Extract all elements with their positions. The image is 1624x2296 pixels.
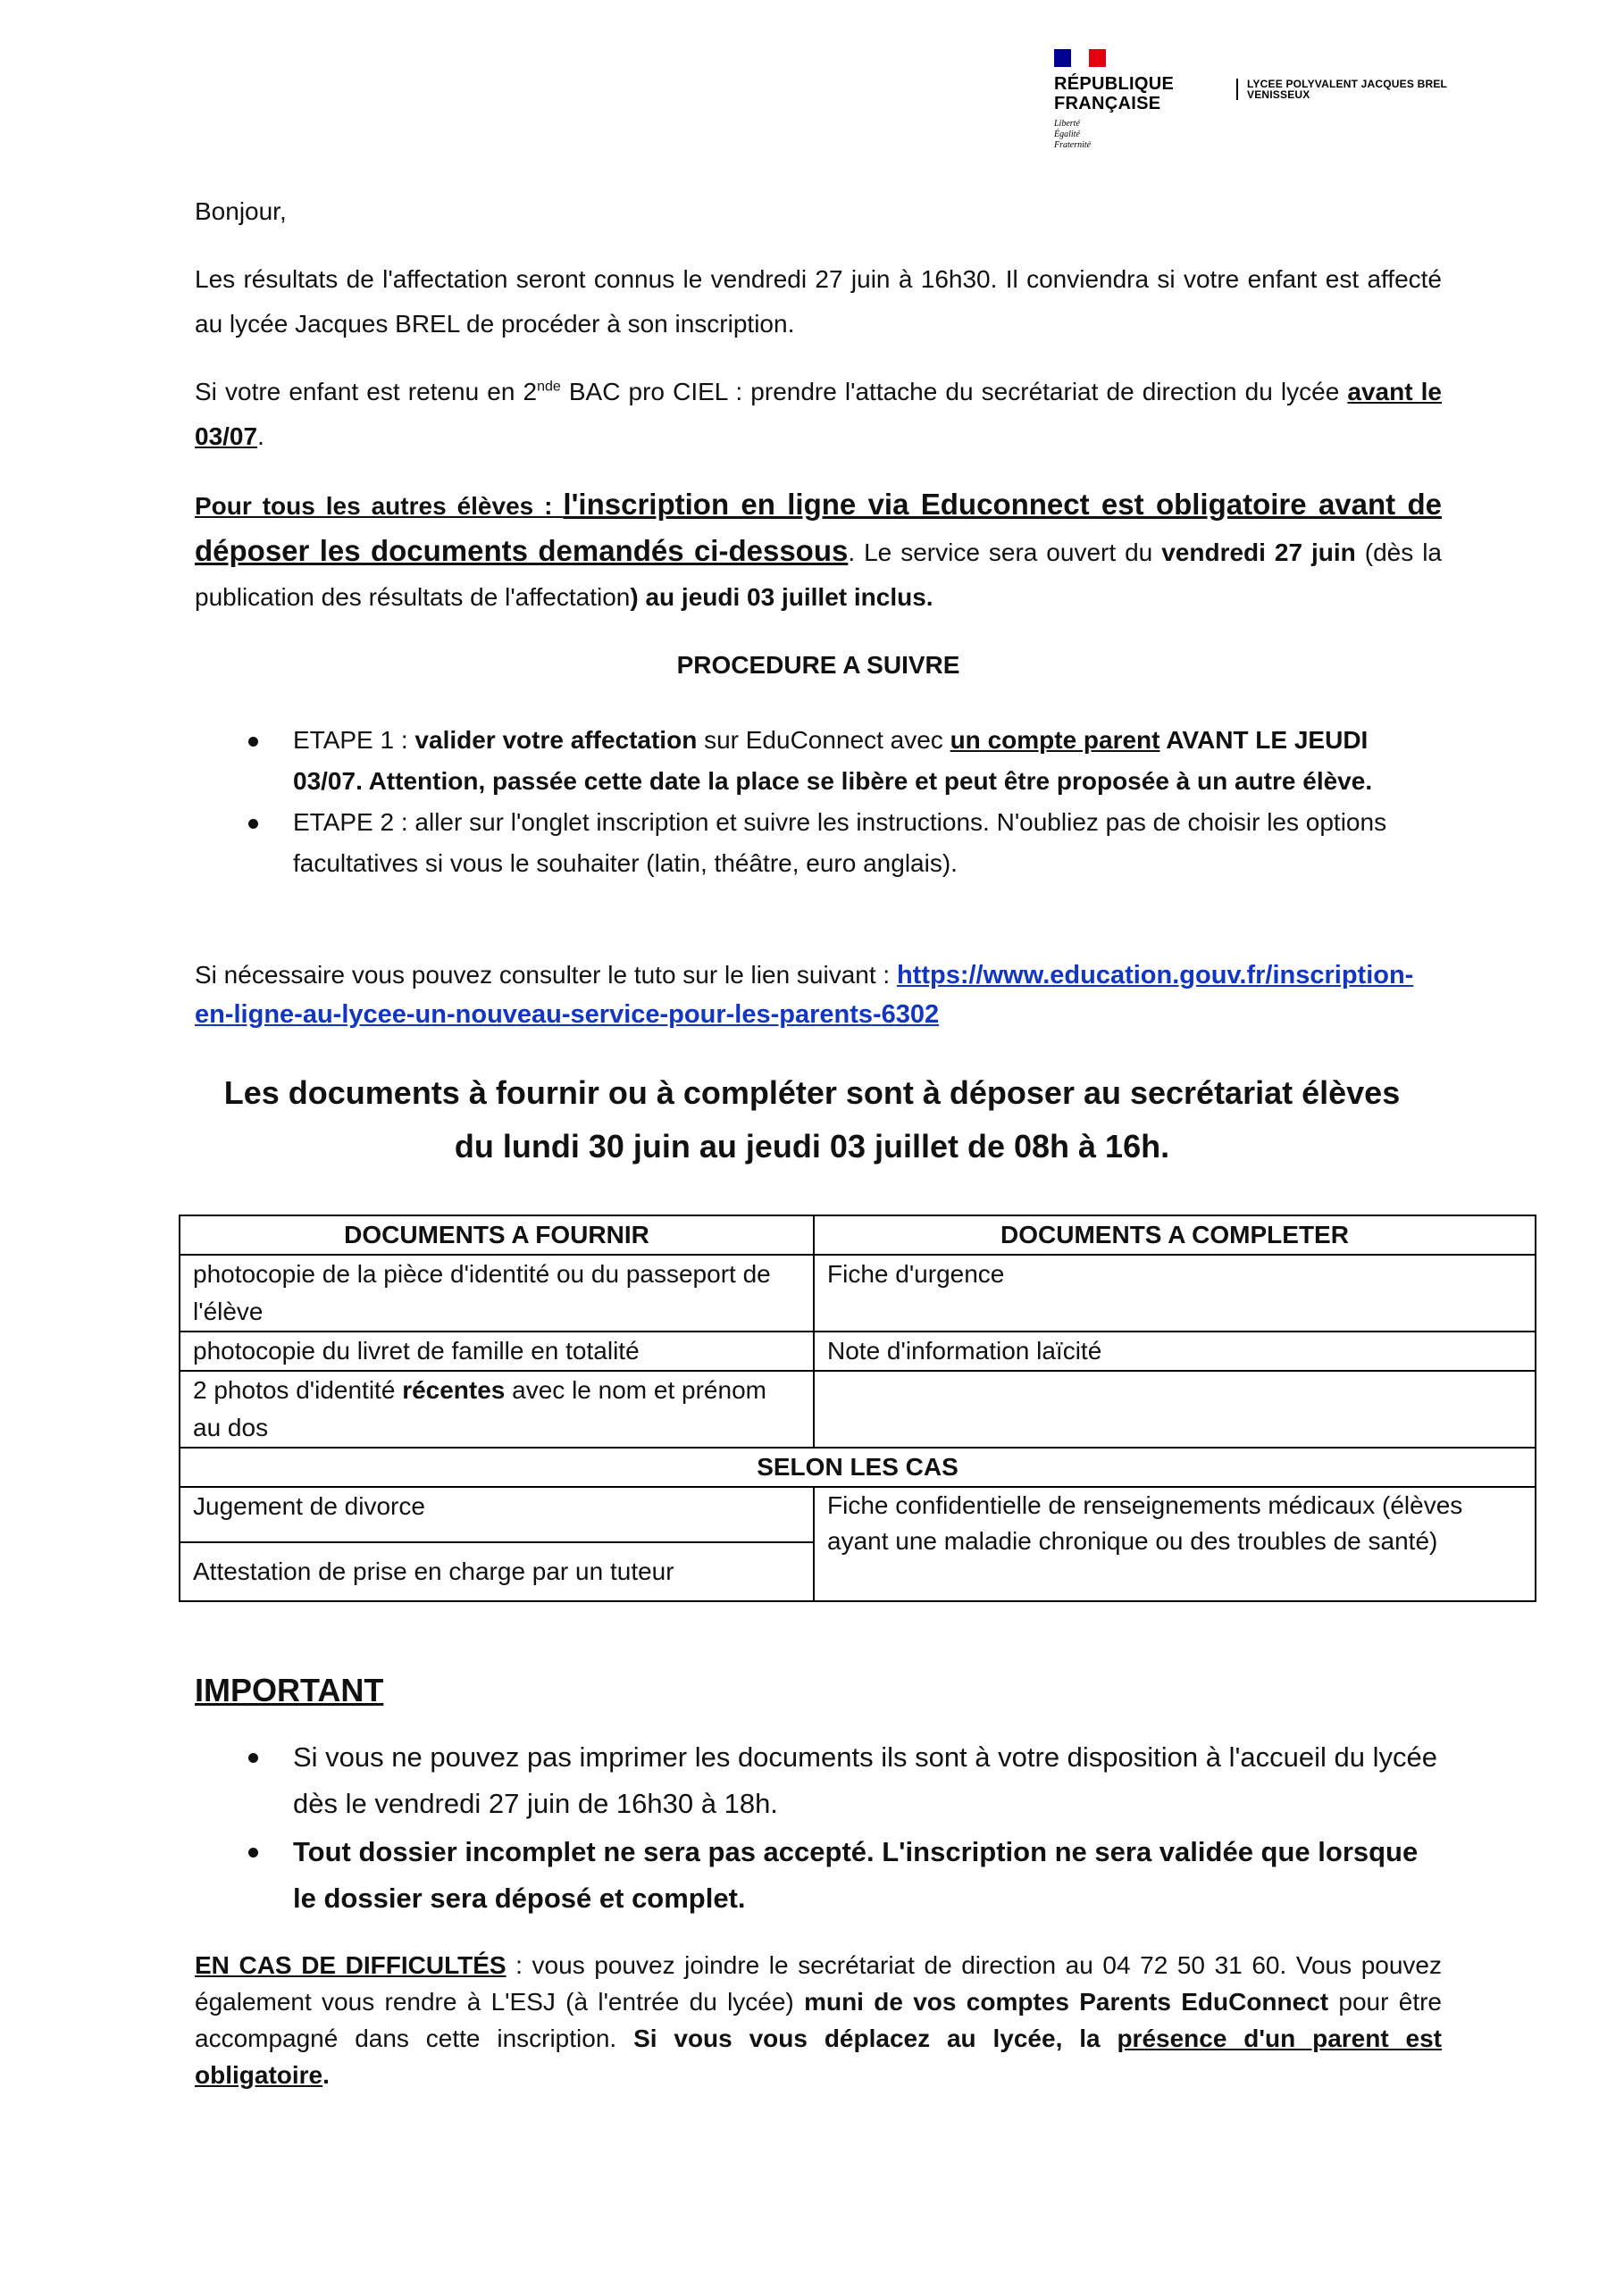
important-title: IMPORTANT bbox=[195, 1672, 384, 1708]
logo-motto bbox=[1054, 119, 1215, 151]
table-section-row bbox=[180, 1448, 1536, 1487]
deposit-title-line1: Les documents à fournir ou à compléter sont à déposer au secrétariat élèves bbox=[223, 1074, 1401, 1111]
paragraph-affectation: Les résultats de l'affectation seront connus le vendredi 27 juin à 16h30. Il conviendra si votre enfant est affecté au lycée Jacques BREL de procéder à son inscription. bbox=[195, 265, 1442, 338]
tuto-paragraph: Si nécessaire vous pouvez consulter le tuto sur le lien suivant : https://www.education.gouv.fr/inscription-en-ligne-au-lycee-un-nouveau-service-pour-les-parents-6302 bbox=[195, 961, 1414, 1029]
table-row bbox=[180, 1371, 1536, 1448]
table-cell: Note d'information laïcité bbox=[814, 1332, 1536, 1371]
deposit-title-line2: du lundi 30 juin au jeudi 03 juillet de 08h à 16h. bbox=[454, 1128, 1170, 1165]
documents-table bbox=[179, 1215, 1536, 1602]
important-list bbox=[195, 1734, 1442, 1922]
table-cell: photocopie de la pièce d'identité ou du passeport de l'élève bbox=[180, 1255, 814, 1332]
paragraph-inscription-en-ligne: Pour tous les autres élèves : l'inscription en ligne via Educonnect est obligatoire avant de déposer les documents demandés ci-dessous. Le service sera ouvert du vendredi 27 juin (dès la publication des résultats de l'affectation) au jeudi 03 juillet inclus. bbox=[195, 488, 1442, 611]
table-cell: Attestation de prise en charge par un tuteur bbox=[180, 1542, 814, 1601]
tuto-link[interactable]: https://www.education.gouv.fr/inscription-en-ligne-au-lycee-un-nouveau-service-pour-les-parents-6302 bbox=[195, 961, 1414, 1029]
lycee-line2: VENISSEUX bbox=[1247, 88, 1310, 101]
paragraph-bac-pro: Si votre enfant est retenu en 2nde BAC pro CIEL : prendre l'attache du secrétariat de direction du lycée avant le 03/07. bbox=[195, 378, 1442, 450]
lycee-name bbox=[1236, 79, 1447, 100]
difficulties-paragraph: EN CAS DE DIFFICULTÉS : vous pouvez joindre le secrétariat de direction au 04 72 50 31 60. Vous pouvez également vous rendre à L'ESJ (à l'entrée du lycée) muni de vos comptes Parents EduConnect pour être accompagné dans cette inscription. Si vous vous déplacez au lycée, la présence d'un parent est obligatoire. bbox=[195, 1951, 1443, 2089]
important-item-1: Si vous ne pouvez pas imprimer les documents ils sont à votre disposition à l'accueil du lycée dès le vendredi 27 juin de 16h30 à 18h. bbox=[195, 1734, 1442, 1827]
step-1: ETAPE 1 : valider votre affectation sur EduConnect avec un compte parent AVANT LE JEUDI 03/07. Attention, passée cette date la place se libère et peut être proposée à un autre élève. bbox=[195, 720, 1442, 802]
selon-les-cas-header: SELON LES CAS bbox=[180, 1448, 1536, 1487]
procedure-steps bbox=[195, 720, 1442, 884]
motto-egalite: Égalité bbox=[1054, 129, 1080, 139]
important-item-2: Tout dossier incomplet ne sera pas accepté. L'inscription ne sera validée que lorsque le dossier sera déposé et complet. bbox=[195, 1829, 1442, 1922]
table-cell: photocopie du livret de famille en totalité bbox=[180, 1332, 814, 1371]
french-flag-icon bbox=[1054, 49, 1106, 67]
motto-fraternite: Fraternité bbox=[1054, 140, 1092, 150]
lycee-line1: LYCEE POLYVALENT JACQUES BREL bbox=[1247, 78, 1448, 90]
table-cell: 2 photos d'identité récentes avec le nom et prénom au dos bbox=[180, 1371, 814, 1448]
table-header-row bbox=[180, 1215, 1536, 1255]
header-documents-a-fournir: DOCUMENTS A FOURNIR bbox=[180, 1215, 814, 1255]
table-cell: Jugement de divorce bbox=[180, 1487, 814, 1542]
greeting: Bonjour, bbox=[195, 197, 287, 225]
table-cell bbox=[814, 1371, 1536, 1448]
procedure-title: PROCEDURE A SUIVRE bbox=[676, 651, 960, 679]
table-row bbox=[180, 1487, 1536, 1542]
logo-francaise: FRANÇAISE bbox=[1054, 94, 1161, 113]
republique-francaise-logo bbox=[1054, 49, 1215, 151]
step-2: ETAPE 2 : aller sur l'onglet inscription et suivre les instructions. N'oubliez pas de choisir les options facultatives si vous le souhaiter (latin, théâtre, euro anglais). bbox=[195, 802, 1442, 884]
motto-liberte: Liberté bbox=[1054, 119, 1080, 129]
table-cell: Fiche confidentielle de renseignements médicaux (élèves ayant une maladie chronique ou des troubles de santé) bbox=[814, 1487, 1536, 1601]
table-row bbox=[180, 1332, 1536, 1371]
logo-republique: RÉPUBLIQUE bbox=[1054, 74, 1175, 94]
header-documents-a-completer: DOCUMENTS A COMPLETER bbox=[814, 1215, 1536, 1255]
table-row bbox=[180, 1255, 1536, 1332]
table-cell: Fiche d'urgence bbox=[814, 1255, 1536, 1332]
